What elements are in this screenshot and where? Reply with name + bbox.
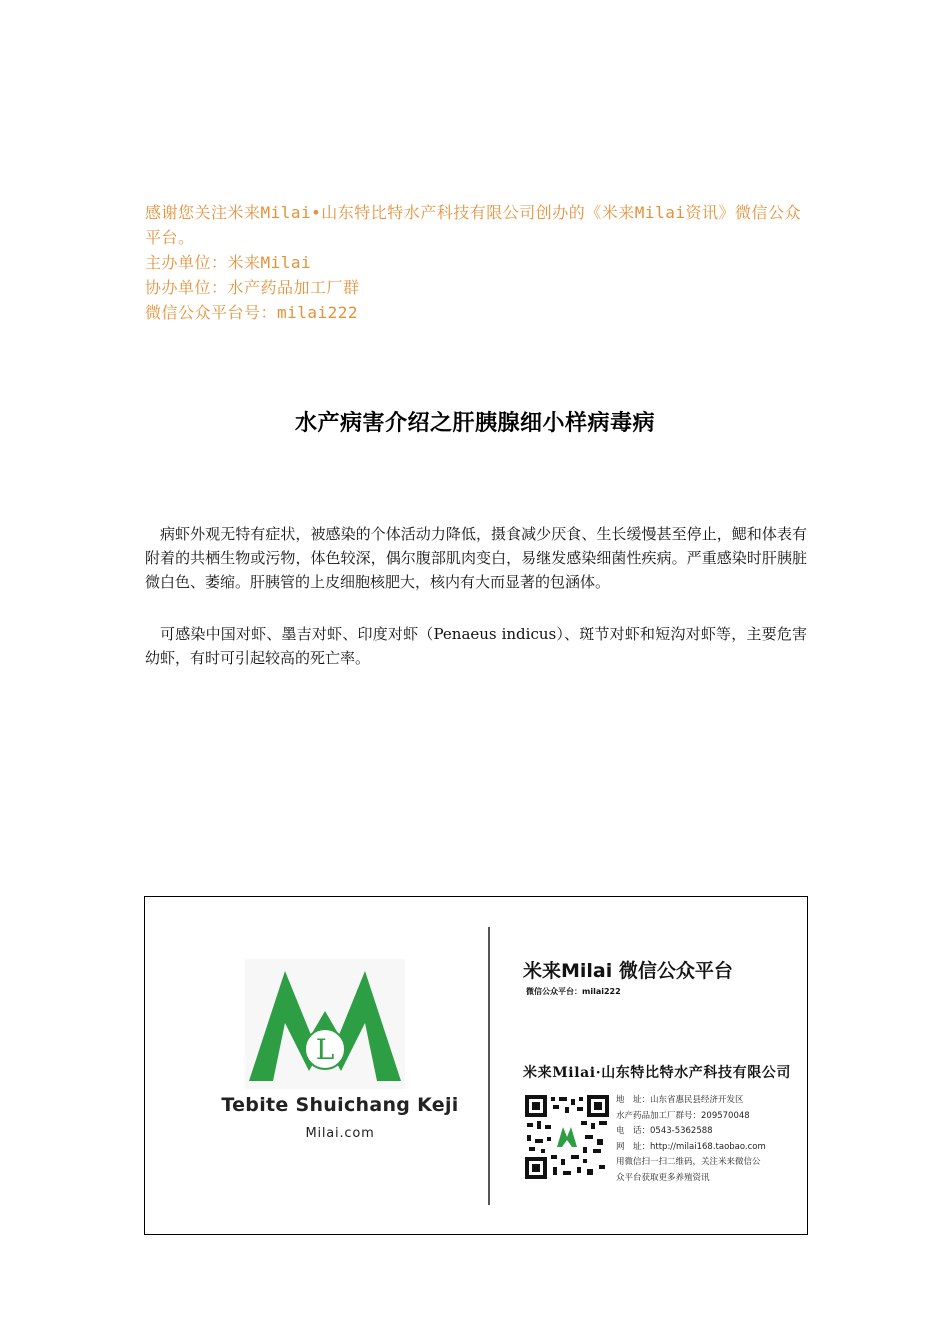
paragraph-symptoms <box>145 522 807 594</box>
intro-wechat-id: 微信公众平台号：milai222 <box>145 303 359 322</box>
milai-logo-icon <box>245 959 405 1089</box>
intro-block <box>145 200 815 325</box>
wechat-platform-id: 微信公众平台：milai222 <box>526 987 621 996</box>
qr-code-icon <box>525 1095 609 1179</box>
scan-note-line2: 众平台获取更多养殖资讯 <box>616 1172 710 1183</box>
intro-thanks: 感谢您关注米来Milai•山东特比特水产科技有限公司创办的《米来Milai资讯》微信公众平台。 <box>145 203 801 247</box>
brand-name: Tebite Shuichang Keji <box>221 1094 459 1116</box>
paragraph-hosts <box>145 622 807 670</box>
phone-line: 电 话：0543-5362588 <box>616 1126 713 1136</box>
logo-letter: L <box>315 1033 335 1066</box>
paragraph-text: 病虾外观无特有症状，被感染的个体活动力降低，摄食减少厌食、生长缓慢甚至停止，鳃和体表有附着的共栖生物或污物，体色较深，偶尔腹部肌肉变白，易继发感染细菌性疾病。严重感染时肝胰脏微白色、萎缩。肝胰管的上皮细胞核肥大，核内有大而显著的包涵体。 <box>145 525 807 591</box>
intro-co-host: 协办单位：水产药品加工厂群 <box>145 278 360 297</box>
intro-host: 主办单位：米来Milai <box>145 253 312 272</box>
paragraph-text: 可感染中国对虾、墨吉对虾、印度对虾（Penaeus indicus）、斑节对虾和短沟对虾等，主要危害幼虾，有时可引起较高的死亡率。 <box>145 625 807 667</box>
wechat-platform-title: 米来Milai 微信公众平台 <box>523 960 733 982</box>
scan-note-line1: 用微信扫一扫二维码，关注米来微信公 <box>616 1157 761 1167</box>
contact-info <box>616 1093 801 1186</box>
group-line: 水产药品加工厂群号：209570048 <box>616 1110 750 1121</box>
website-line: 网 址：http://milai168.taobao.com <box>616 1141 766 1152</box>
address-line: 地 址：山东省惠民县经济开发区 <box>616 1095 744 1105</box>
company-name: 米来Milai·山东特比特水产科技有限公司 <box>523 1065 791 1081</box>
article-title: 水产病害介绍之肝胰腺细小样病毒病 <box>294 410 655 436</box>
card-divider <box>488 927 490 1205</box>
business-card <box>144 896 808 1235</box>
brand-website: Milai.com <box>305 1126 375 1141</box>
